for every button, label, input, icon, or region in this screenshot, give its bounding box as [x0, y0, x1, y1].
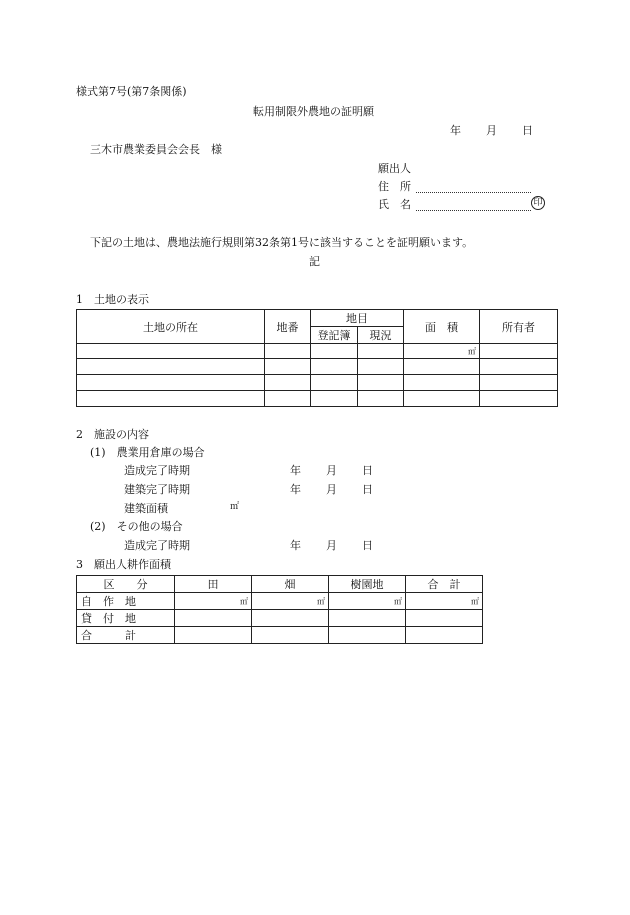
name-label: 氏 名 [378, 198, 411, 211]
value-cell[interactable] [252, 610, 329, 627]
land-current-cell[interactable] [358, 375, 404, 391]
land-registry-cell[interactable] [311, 344, 358, 359]
sub1-item1-month: 月 [326, 464, 337, 477]
unit-cell[interactable]: ㎡ [406, 593, 483, 610]
date-day-label: 日 [522, 124, 533, 137]
value-cell[interactable] [329, 610, 406, 627]
seal-mark: 印 [531, 196, 545, 210]
form-number: 様式第7号(第7条関係) [76, 85, 187, 98]
table-row [77, 359, 558, 375]
table-row [77, 344, 558, 359]
col-current: 現況 [358, 327, 404, 344]
sub2-item1-year: 年 [290, 539, 301, 552]
col-area: 面 積 [404, 310, 480, 344]
col-category: 区 分 [77, 576, 175, 593]
area-unit[interactable]: ㎡ [404, 344, 480, 359]
unit-cell[interactable]: ㎡ [252, 593, 329, 610]
land-lot-cell[interactable] [265, 344, 311, 359]
land-current-cell[interactable] [358, 359, 404, 375]
land-registry-cell[interactable] [311, 375, 358, 391]
land-area-cell[interactable] [404, 359, 480, 375]
value-cell[interactable] [406, 610, 483, 627]
value-cell[interactable] [329, 627, 406, 644]
ki-label: 記 [309, 255, 320, 268]
addressee: 三木市農業委員会会長 様 [90, 143, 222, 156]
section3-heading: 3 願出人耕作面積 [76, 558, 171, 571]
land-lot-cell[interactable] [265, 359, 311, 375]
sub1-item1-year: 年 [290, 464, 301, 477]
land-registry-cell[interactable] [311, 391, 358, 407]
sub1-item1-label: 造成完了時期 [124, 464, 190, 477]
sub1-item2-month: 月 [326, 483, 337, 496]
col-category: 地目 [311, 310, 404, 327]
sub1-item2-year: 年 [290, 483, 301, 496]
col-total: 合 計 [406, 576, 483, 593]
table-row [77, 610, 483, 627]
sub2-heading: (2) その他の場合 [90, 520, 183, 533]
date-month-label: 月 [486, 124, 497, 137]
farming-area-table [76, 575, 483, 644]
sub1-item1-day: 日 [362, 464, 373, 477]
sub1-heading: (1) 農業用倉庫の場合 [90, 446, 205, 459]
sub1-item3-label: 建築面積 [124, 502, 168, 515]
address-line [416, 180, 531, 193]
table-row [77, 391, 558, 407]
land-area-cell[interactable] [404, 391, 480, 407]
col-orchard: 樹園地 [329, 576, 406, 593]
col-owner: 所有者 [480, 310, 558, 344]
land-area-cell[interactable] [404, 375, 480, 391]
sub1-item2-day: 日 [362, 483, 373, 496]
land-owner-cell[interactable] [480, 344, 558, 359]
land-lot-cell[interactable] [265, 375, 311, 391]
land-owner-cell[interactable] [480, 375, 558, 391]
value-cell[interactable] [406, 627, 483, 644]
table-row [77, 593, 483, 610]
row-own-label: 自 作 地 [77, 593, 175, 610]
value-cell[interactable] [175, 610, 252, 627]
land-owner-cell[interactable] [480, 359, 558, 375]
value-cell[interactable] [175, 627, 252, 644]
section2-heading: 2 施設の内容 [76, 428, 149, 441]
sub2-item1-day: 日 [362, 539, 373, 552]
table-row [77, 375, 558, 391]
statement-text: 下記の土地は、農地法施行規則第32条第1号に該当することを証明願います。 [90, 236, 474, 249]
sub2-item1-month: 月 [326, 539, 337, 552]
col-field: 畑 [252, 576, 329, 593]
value-cell[interactable] [252, 627, 329, 644]
col-lot: 地番 [265, 310, 311, 344]
sub2-item1-label: 造成完了時期 [124, 539, 190, 552]
land-location-cell[interactable] [77, 344, 265, 359]
sub1-area-unit: ㎡ [230, 502, 240, 512]
unit-cell[interactable]: ㎡ [175, 593, 252, 610]
land-registry-cell[interactable] [311, 359, 358, 375]
section1-heading: 1 土地の表示 [76, 293, 149, 306]
col-registry: 登記簿 [311, 327, 358, 344]
land-location-cell[interactable] [77, 391, 265, 407]
land-current-cell[interactable] [358, 391, 404, 407]
row-total-label: 合 計 [77, 627, 175, 644]
row-lease-label: 貸 付 地 [77, 610, 175, 627]
table-row [77, 627, 483, 644]
applicant-heading: 願出人 [378, 162, 411, 175]
col-paddy: 田 [175, 576, 252, 593]
land-lot-cell[interactable] [265, 391, 311, 407]
date-year-label: 年 [450, 124, 461, 137]
sub1-item2-label: 建築完了時期 [124, 483, 190, 496]
land-location-cell[interactable] [77, 359, 265, 375]
land-table [76, 309, 558, 407]
land-current-cell[interactable] [358, 344, 404, 359]
document-title: 転用制限外農地の証明願 [253, 105, 374, 118]
address-label: 住 所 [378, 180, 411, 193]
land-owner-cell[interactable] [480, 391, 558, 407]
col-location: 土地の所在 [77, 310, 265, 344]
name-line [416, 198, 531, 211]
unit-cell[interactable]: ㎡ [329, 593, 406, 610]
land-location-cell[interactable] [77, 375, 265, 391]
